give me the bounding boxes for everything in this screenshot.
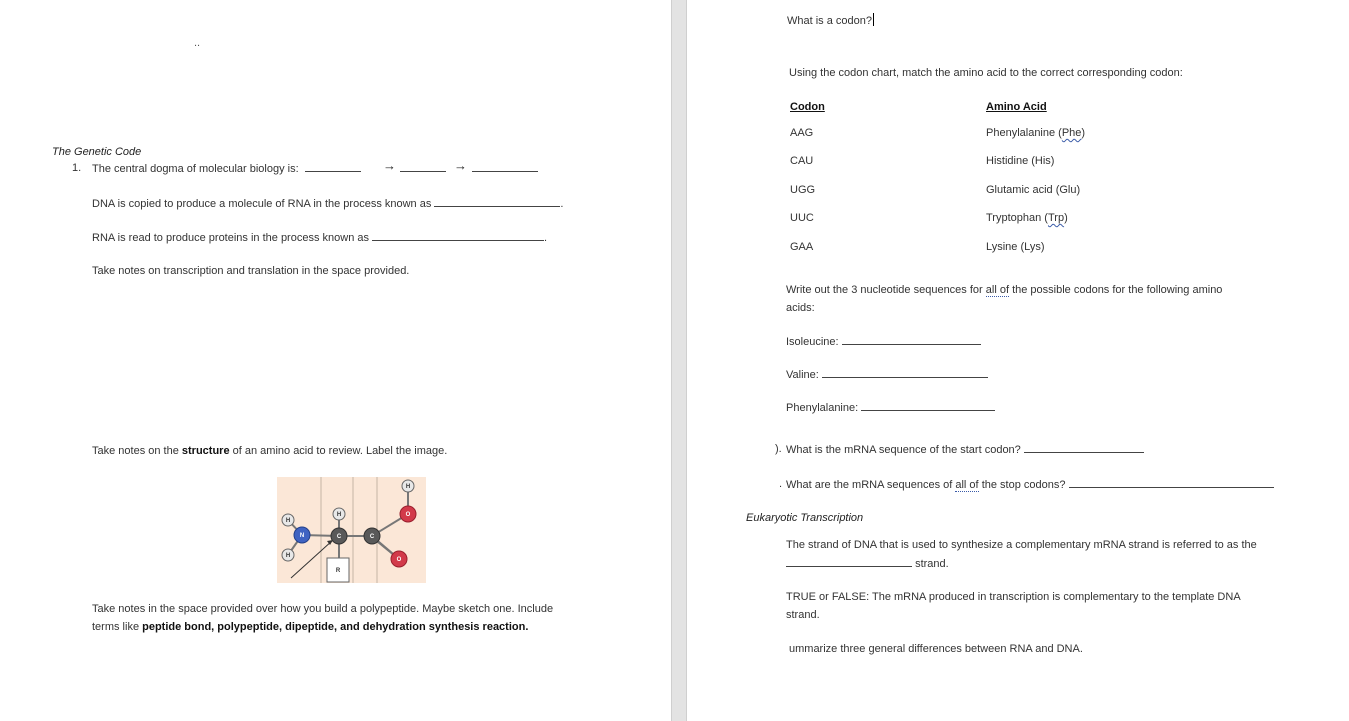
question-1-number: 1. bbox=[72, 162, 82, 174]
chart-instruction: Using the codon chart, match the amino acid to the correct corresponding codon: bbox=[789, 67, 1183, 79]
start-codon-number: ). bbox=[775, 443, 782, 455]
polypeptide-terms: peptide bond, polypeptide, dipeptide, and dehydration synthesis reaction. bbox=[142, 621, 529, 633]
svg-text:H: H bbox=[405, 484, 411, 490]
dogma-blank-2[interactable] bbox=[400, 161, 446, 172]
column-header-codon: Codon bbox=[790, 101, 825, 113]
codon-item: CAU bbox=[790, 155, 814, 167]
copy-question[interactable]: DNA is copied to produce a molecule of RNA in the process known as . bbox=[92, 198, 564, 210]
dogma-blank-3[interactable] bbox=[472, 161, 538, 172]
stop-codon-number: . bbox=[779, 478, 783, 490]
start-codon-blank[interactable] bbox=[1024, 442, 1144, 453]
svg-text:O: O bbox=[396, 557, 402, 563]
amino-acid-item: Lysine (Lys) bbox=[986, 241, 1045, 253]
structure-bold: structure bbox=[181, 445, 230, 457]
copy-question-text: DNA is copied to produce a molecule of RNA in the process known as bbox=[92, 198, 432, 210]
true-false-line2: strand. bbox=[786, 609, 820, 621]
amino-acid-item: Glutamic acid (Glu) bbox=[986, 184, 1081, 196]
amino-acid-item: Tryptophan (Trp) bbox=[986, 212, 1068, 224]
dogma-blank-1[interactable] bbox=[305, 161, 361, 172]
page-gutter bbox=[671, 0, 687, 721]
isoleucine-question[interactable]: Isoleucine: bbox=[786, 334, 981, 349]
read-question-text: RNA is read to produce proteins in the process known as bbox=[92, 232, 369, 244]
isoleucine-blank[interactable] bbox=[842, 334, 981, 345]
start-codon-question[interactable]: What is the mRNA sequence of the start codon? bbox=[786, 442, 1144, 457]
arrow-icon: → bbox=[383, 158, 396, 173]
polypeptide-instruction-line1: Take notes in the space provided over how you build a polypeptide. Maybe sketch one. Include bbox=[92, 603, 554, 615]
valine-blank[interactable] bbox=[822, 367, 988, 378]
strand-blank[interactable] bbox=[786, 556, 912, 567]
svg-text:C: C bbox=[369, 534, 375, 540]
true-false-line1: TRUE or FALSE: The mRNA produced in transcription is complementary to the template DNA bbox=[786, 591, 1241, 603]
codon-item: UGG bbox=[790, 184, 816, 196]
notes-instruction: Take notes on transcription and translation in the space provided. bbox=[92, 265, 410, 277]
amino-acid-item: Phenylalanine (Phe) bbox=[986, 127, 1086, 139]
codon-item: GAA bbox=[790, 241, 814, 253]
codon-item: UUC bbox=[790, 212, 814, 224]
copy-blank[interactable] bbox=[434, 196, 560, 207]
column-header-amino-acid: Amino Acid bbox=[986, 101, 1047, 113]
stop-codon-question[interactable]: What are the mRNA sequences of all of the stop codons? bbox=[786, 477, 1274, 492]
left-page bbox=[0, 0, 671, 721]
nucleotide-instruction-line1: Write out the 3 nucleotide sequences for all of the possible codons for the following amino bbox=[786, 284, 1223, 296]
amino-acid-item: Histidine (His) bbox=[986, 155, 1055, 167]
stop-codon-blank[interactable] bbox=[1069, 477, 1274, 488]
phenylalanine-question[interactable]: Phenylalanine: bbox=[786, 400, 995, 415]
phenylalanine-blank[interactable] bbox=[861, 400, 995, 411]
question-1-text: The central dogma of molecular biology is: bbox=[92, 163, 299, 175]
summarize-instruction: ummarize three general differences between RNA and DNA. bbox=[789, 643, 1083, 655]
section-title-genetic-code: The Genetic Code bbox=[52, 146, 142, 158]
svg-text:H: H bbox=[285, 518, 291, 524]
nucleotide-instruction-line2: acids: bbox=[786, 302, 815, 314]
codon-item: AAG bbox=[790, 127, 814, 139]
polypeptide-instruction-line2: terms like peptide bond, polypeptide, dipeptide, and dehydration synthesis reaction. bbox=[92, 621, 529, 633]
arrow-icon: → bbox=[454, 158, 467, 173]
valine-question[interactable]: Valine: bbox=[786, 367, 988, 382]
svg-text:N: N bbox=[299, 533, 305, 539]
section-title-eukaryotic: Eukaryotic Transcription bbox=[746, 512, 864, 524]
codon-question[interactable]: What is a codon? bbox=[787, 15, 872, 27]
stray-mark: .. bbox=[194, 37, 201, 49]
svg-text:H: H bbox=[285, 553, 291, 559]
read-question[interactable]: RNA is read to produce proteins in the process known as . bbox=[92, 232, 548, 244]
question-1[interactable] bbox=[92, 161, 361, 176]
svg-text:R: R bbox=[335, 568, 341, 574]
svg-text:H: H bbox=[336, 512, 342, 518]
read-blank[interactable] bbox=[372, 230, 544, 241]
strand-question-line2[interactable]: strand. bbox=[786, 556, 949, 571]
structure-instruction: Take notes on the structure of an amino acid to review. Label the image. bbox=[92, 445, 448, 457]
amino-acid-diagram bbox=[277, 477, 426, 583]
svg-text:O: O bbox=[405, 512, 411, 518]
text-cursor bbox=[873, 13, 874, 26]
strand-question-line1: The strand of DNA that is used to synthesize a complementary mRNA strand is referred to as the bbox=[786, 539, 1257, 551]
svg-text:C: C bbox=[336, 534, 342, 540]
